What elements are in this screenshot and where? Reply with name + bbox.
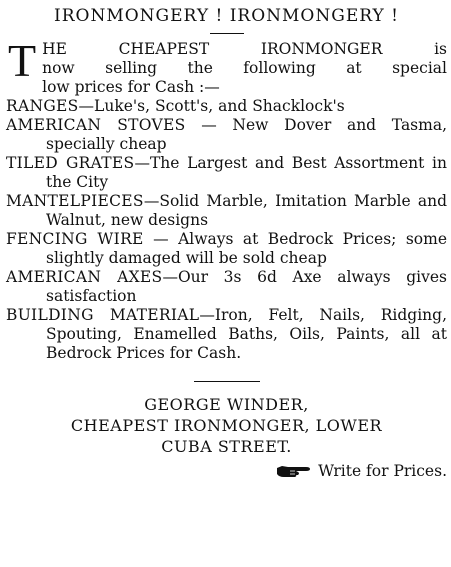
intro-paragraph <box>6 35 447 97</box>
footer-text: Write for Prices. <box>318 462 447 480</box>
headline: IRONMONGERY ! IRONMONGERY ! <box>54 6 399 26</box>
item-key: AMERICAN AXES <box>6 268 163 286</box>
intro-line-1: HE CHEAPEST IRONMONGER is <box>42 40 447 58</box>
item-text: — New Dover and Tasma, specially cheap <box>46 116 447 153</box>
item-text: —Solid Marble, Imitation Marble and Walnut, new designs <box>46 192 447 229</box>
item-text: —Iron, Felt, Nails, Ridging, Spouting, Enamelled Baths, Oils, Paints, all at Bedrock Prices for Cash. <box>46 306 448 362</box>
item-building-material <box>6 306 447 363</box>
drop-cap: T <box>8 35 37 86</box>
item-text: —Luke's, Scott's, and Shacklock's <box>78 97 345 115</box>
divider-bottom <box>194 381 260 382</box>
signature-name: GEORGE WINDER, <box>144 395 309 414</box>
item-fencing-wire <box>6 230 447 268</box>
footer-note <box>6 461 447 481</box>
item-ranges <box>6 97 447 116</box>
item-text: —The Largest and Best Assortment in the City <box>46 154 447 191</box>
item-tiled-grates <box>6 154 447 192</box>
item-american-stoves <box>6 116 447 154</box>
item-key: FENCING WIRE <box>6 230 144 248</box>
intro-line-3: low prices for Cash :— <box>42 78 220 96</box>
item-mantelpieces <box>6 192 447 230</box>
item-key: TILED GRATES <box>6 154 135 172</box>
item-key: MANTELPIECES <box>6 192 144 210</box>
item-text: —Our 3s 6d Axe always gives satisfaction <box>46 268 448 305</box>
item-key: AMERICAN STOVES <box>6 116 186 134</box>
item-text: — Always at Bedrock Prices; some slightly damaged will be sold cheap <box>46 230 448 267</box>
pointing-hand-icon <box>276 463 314 477</box>
signature-line-2: CHEAPEST IRONMONGER, LOWER <box>70 416 383 435</box>
item-american-axes <box>6 268 447 306</box>
signature-line-3: CUBA STREET. <box>161 437 292 456</box>
intro-line-2: now selling the following at special <box>42 59 447 77</box>
item-key: BUILDING MATERIAL <box>6 306 200 324</box>
divider-top <box>210 33 244 34</box>
item-key: RANGES <box>6 97 79 115</box>
